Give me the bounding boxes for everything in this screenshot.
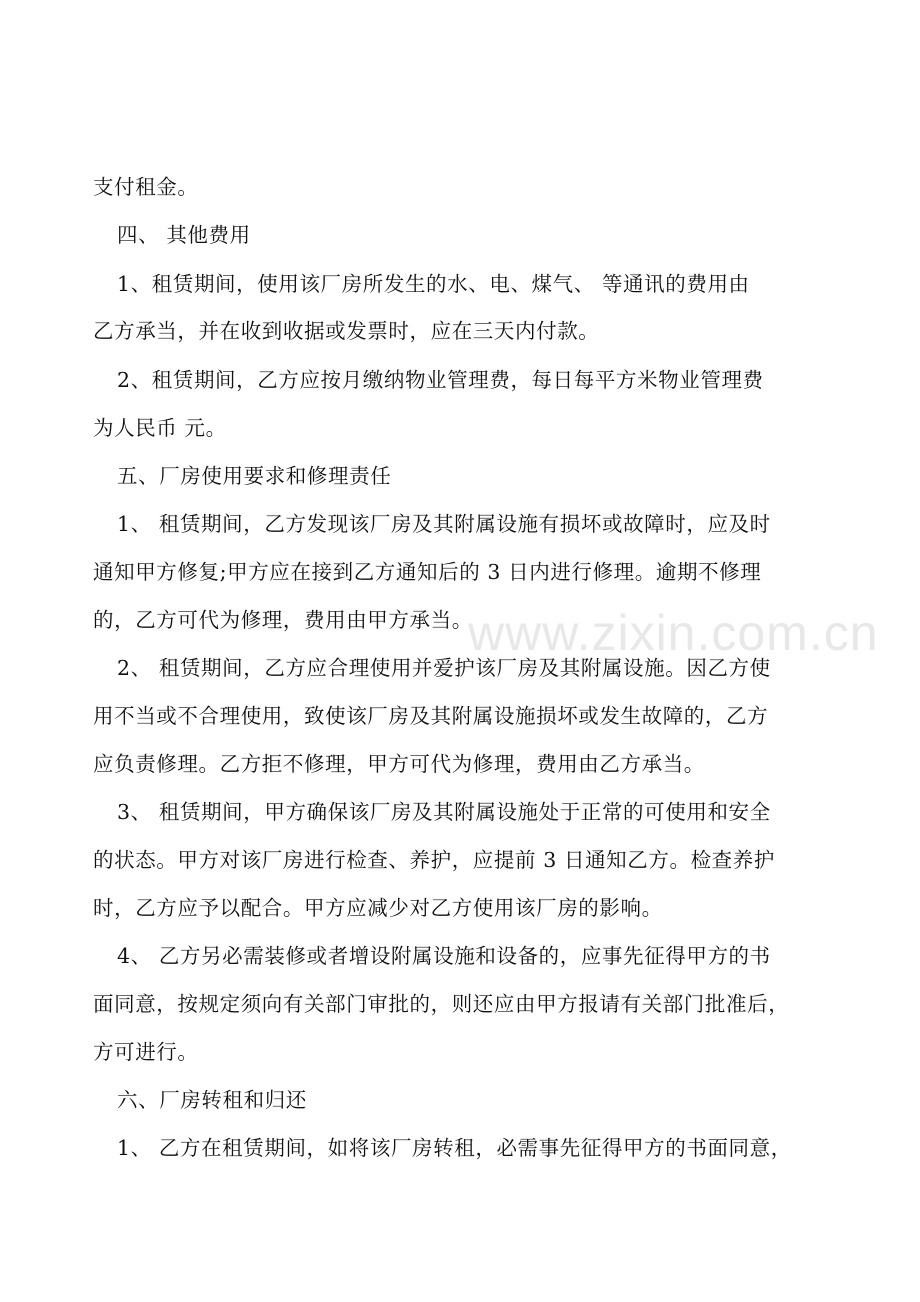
section-heading-sublease-return: 六、厂房转租和归还	[117, 1088, 307, 1112]
paragraph-line: 为人民币 元。	[93, 416, 227, 440]
paragraph-line: 3、 租赁期间，甲方确保该厂房及其附属设施处于正常的可使用和安全	[117, 800, 771, 824]
paragraph-line: 应负责修理。乙方拒不修理，甲方可代为修理，费用由乙方承当。	[93, 752, 705, 776]
paragraph-line: 乙方承当，并在收到收据或发票时，应在三天内付款。	[93, 319, 600, 343]
paragraph-line: 的状态。甲方对该厂房进行检查、养护，应提前 3 日通知乙方。检查养护	[93, 848, 775, 872]
paragraph-line: 1、租赁期间，使用该厂房所发生的水、电、煤气、 等通讯的费用由	[117, 272, 750, 296]
paragraph-line: 1、 租赁期间，乙方发现该厂房及其附属设施有损坏或故障时，应及时	[117, 512, 771, 536]
paragraph-line: 2、 租赁期间，乙方应合理使用并爱护该厂房及其附属设施。因乙方使	[117, 656, 771, 680]
section-heading-usage-repair: 五、厂房使用要求和修理责任	[117, 464, 392, 488]
paragraph-line: 的，乙方可代为修理，费用由甲方承当。	[93, 608, 473, 632]
paragraph-line: 面同意，按规定须向有关部门审批的，则还应由甲方报请有关部门批准后，	[93, 992, 790, 1016]
paragraph-line: 2、租赁期间，乙方应按月缴纳物业管理费，每日每平方米物业管理费	[117, 368, 764, 392]
paragraph-line: 支付租金。	[93, 175, 199, 199]
paragraph-line: 用不当或不合理使用，致使该厂房及其附属设施损坏或发生故障的，乙方	[93, 704, 769, 728]
paragraph-line: 1、 乙方在租赁期间，如将该厂房转租，必需事先征得甲方的书面同意，	[117, 1136, 792, 1160]
section-heading-other-fees: 四、 其他费用	[117, 223, 251, 247]
watermark: www.zixin.com.cn	[468, 605, 879, 661]
paragraph-line: 时，乙方应予以配合。甲方应减少对乙方使用该厂房的影响。	[93, 896, 663, 920]
paragraph-line: 4、 乙方另必需装修或者增设附属设施和设备的，应事先征得甲方的书	[117, 944, 771, 968]
paragraph-line: 通知甲方修复;甲方应在接到乙方通知后的 3 日内进行修理。逾期不修理	[93, 560, 762, 584]
paragraph-line: 方可进行。	[93, 1040, 199, 1064]
